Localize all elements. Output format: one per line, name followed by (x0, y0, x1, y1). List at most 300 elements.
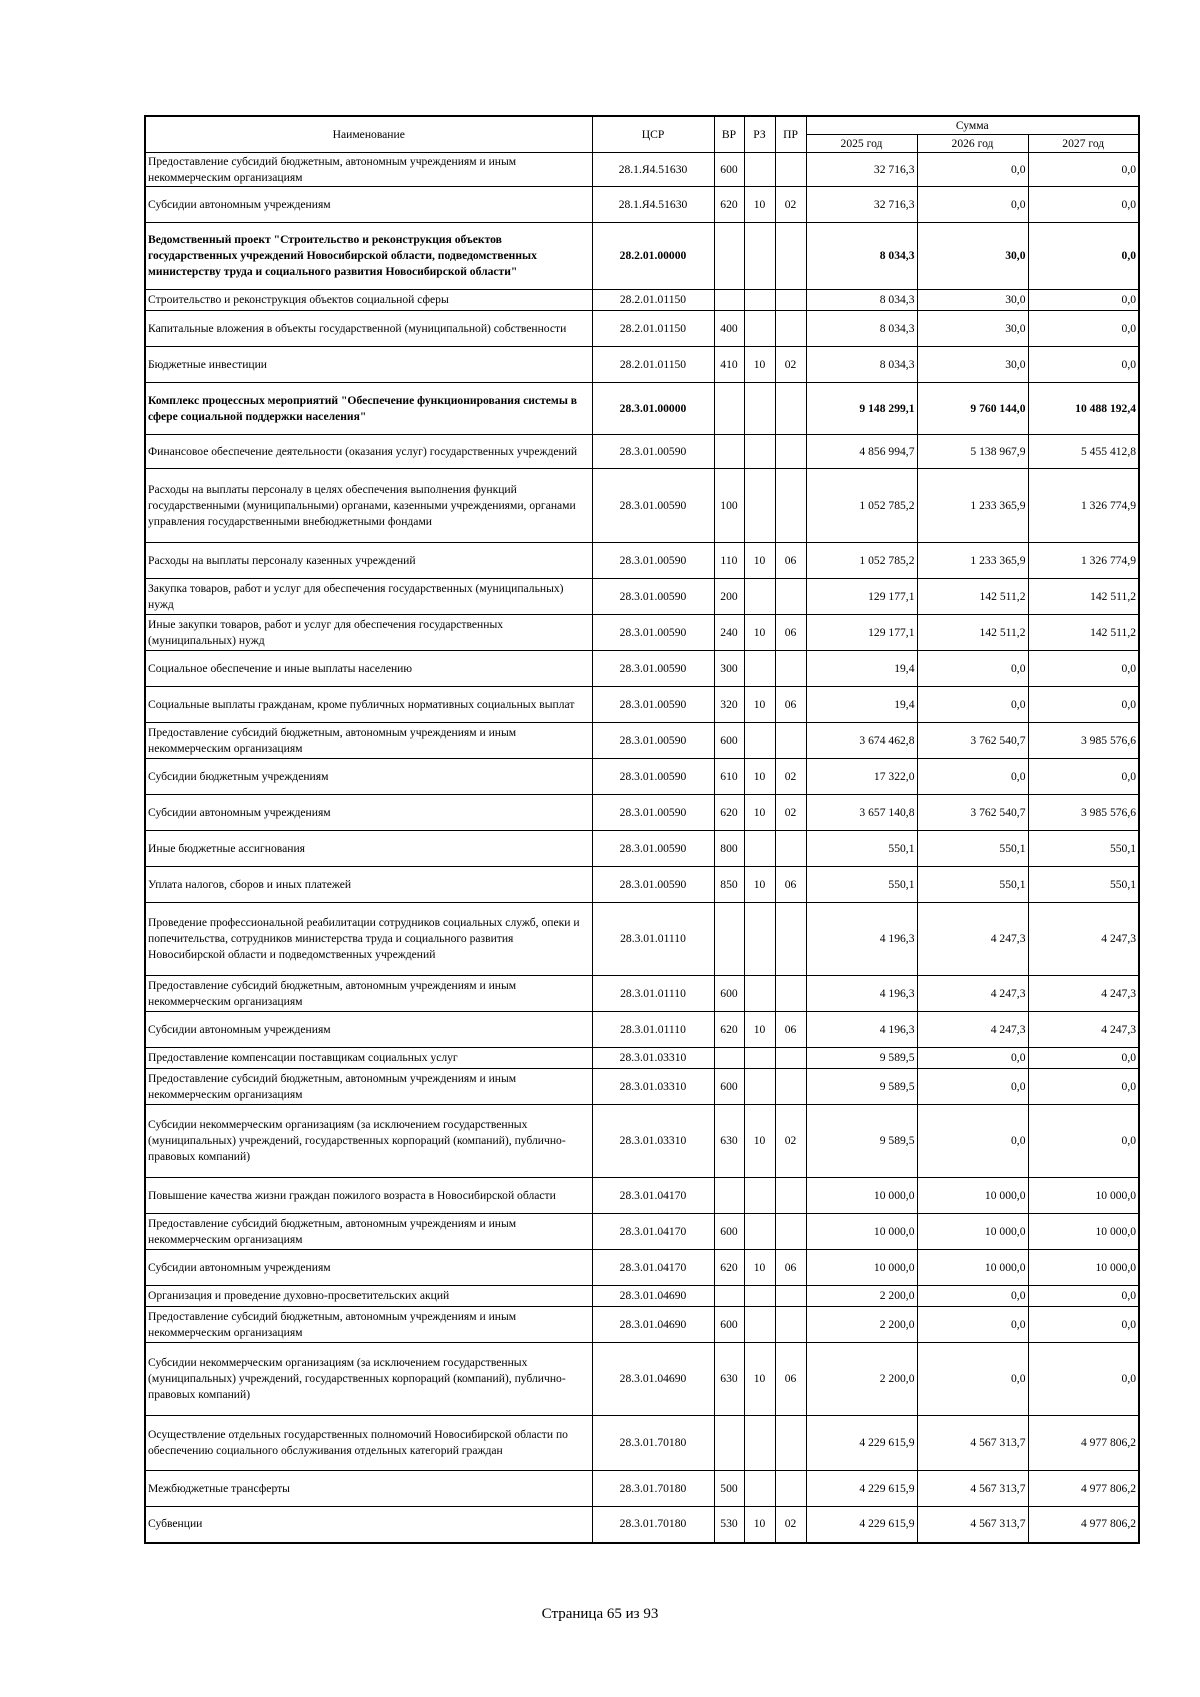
row-sum-2027: 4 977 806,2 (1028, 1507, 1139, 1543)
row-vr: 600 (714, 1307, 744, 1343)
row-pr (775, 1471, 806, 1507)
row-sum-2027: 5 455 412,8 (1028, 435, 1139, 469)
row-rz: 10 (744, 615, 775, 651)
row-sum-2026: 0,0 (917, 1286, 1028, 1307)
row-rz (744, 1214, 775, 1250)
row-sum-2027: 0,0 (1028, 1343, 1139, 1416)
row-pr (775, 469, 806, 543)
row-vr (714, 290, 744, 311)
row-vr: 800 (714, 831, 744, 867)
row-name: Закупка товаров, работ и услуг для обеспечения государственных (муниципальных) нужд (145, 579, 592, 615)
row-sum-2026: 30,0 (917, 311, 1028, 347)
row-name: Бюджетные инвестиции (145, 347, 592, 383)
row-rz: 10 (744, 543, 775, 579)
row-csr: 28.3.01.70180 (592, 1507, 714, 1543)
row-sum-2027: 3 985 576,6 (1028, 723, 1139, 759)
row-sum-2025: 9 148 299,1 (806, 383, 917, 435)
row-name: Расходы на выплаты персоналу в целях обеспечения выполнения функций государственными (муниципальными) органами, казенными учреждениями, органами управления государственными внебюджетными фондами (145, 469, 592, 543)
row-sum-2026: 30,0 (917, 223, 1028, 290)
row-rz: 10 (744, 687, 775, 723)
row-sum-2027: 3 985 576,6 (1028, 795, 1139, 831)
row-vr (714, 383, 744, 435)
row-sum-2025: 19,4 (806, 687, 917, 723)
row-sum-2026: 10 000,0 (917, 1178, 1028, 1214)
row-name: Иные закупки товаров, работ и услуг для обеспечения государственных (муниципальных) нужд (145, 615, 592, 651)
row-name: Межбюджетные трансферты (145, 1471, 592, 1507)
row-sum-2026: 30,0 (917, 290, 1028, 311)
row-sum-2025: 3 657 140,8 (806, 795, 917, 831)
row-pr: 02 (775, 795, 806, 831)
row-csr: 28.3.01.00590 (592, 759, 714, 795)
row-vr: 850 (714, 867, 744, 903)
row-name: Субсидии автономным учреждениям (145, 187, 592, 223)
table-row (145, 579, 1139, 615)
row-name: Предоставление субсидий бюджетным, автономным учреждениям и иным некоммерческим организациям (145, 1307, 592, 1343)
row-sum-2026: 0,0 (917, 153, 1028, 187)
row-sum-2026: 3 762 540,7 (917, 723, 1028, 759)
row-rz (744, 469, 775, 543)
row-sum-2026: 10 000,0 (917, 1214, 1028, 1250)
table-row (145, 1250, 1139, 1286)
row-vr: 600 (714, 1069, 744, 1105)
table-row (145, 311, 1139, 347)
row-sum-2025: 1 052 785,2 (806, 469, 917, 543)
row-pr (775, 223, 806, 290)
row-pr (775, 1178, 806, 1214)
row-sum-2026: 0,0 (917, 1307, 1028, 1343)
row-vr (714, 223, 744, 290)
row-pr: 02 (775, 347, 806, 383)
table-row (145, 435, 1139, 469)
row-sum-2027: 0,0 (1028, 1048, 1139, 1069)
row-sum-2027: 0,0 (1028, 1286, 1139, 1307)
row-sum-2027: 550,1 (1028, 867, 1139, 903)
row-pr (775, 831, 806, 867)
row-sum-2026: 550,1 (917, 831, 1028, 867)
row-pr (775, 1214, 806, 1250)
row-sum-2026: 4 247,3 (917, 976, 1028, 1012)
row-pr: 02 (775, 1105, 806, 1178)
row-vr: 630 (714, 1105, 744, 1178)
row-csr: 28.3.01.03310 (592, 1105, 714, 1178)
row-pr (775, 903, 806, 976)
row-name: Субсидии бюджетным учреждениям (145, 759, 592, 795)
row-pr (775, 435, 806, 469)
row-rz: 10 (744, 347, 775, 383)
header-csr: ЦСР (592, 116, 714, 153)
row-csr: 28.3.01.00000 (592, 383, 714, 435)
table-row (145, 723, 1139, 759)
row-sum-2025: 4 229 615,9 (806, 1471, 917, 1507)
row-vr: 300 (714, 651, 744, 687)
row-sum-2025: 4 196,3 (806, 1012, 917, 1048)
row-sum-2025: 550,1 (806, 867, 917, 903)
row-sum-2025: 4 229 615,9 (806, 1416, 917, 1471)
row-pr (775, 651, 806, 687)
row-name: Субсидии некоммерческим организациям (за исключением государственных (муниципальных) учреждений, государственных корпораций (компаний), публично-правовых компаний) (145, 1343, 592, 1416)
row-vr: 530 (714, 1507, 744, 1543)
row-csr: 28.3.01.70180 (592, 1416, 714, 1471)
row-pr (775, 1286, 806, 1307)
row-sum-2027: 4 247,3 (1028, 976, 1139, 1012)
row-name: Предоставление субсидий бюджетным, автономным учреждениям и иным некоммерческим организациям (145, 1214, 592, 1250)
row-vr: 600 (714, 976, 744, 1012)
row-sum-2027: 0,0 (1028, 290, 1139, 311)
row-pr (775, 383, 806, 435)
row-pr (775, 153, 806, 187)
table-row (145, 290, 1139, 311)
table-row (145, 1105, 1139, 1178)
table-row (145, 831, 1139, 867)
row-sum-2026: 4 247,3 (917, 1012, 1028, 1048)
row-sum-2025: 10 000,0 (806, 1250, 917, 1286)
row-rz (744, 651, 775, 687)
row-rz (744, 153, 775, 187)
table-row (145, 469, 1139, 543)
row-sum-2026: 0,0 (917, 759, 1028, 795)
row-sum-2026: 9 760 144,0 (917, 383, 1028, 435)
row-sum-2027: 0,0 (1028, 651, 1139, 687)
row-sum-2027: 142 511,2 (1028, 579, 1139, 615)
row-pr (775, 311, 806, 347)
row-csr: 28.3.01.04170 (592, 1250, 714, 1286)
row-sum-2025: 2 200,0 (806, 1343, 917, 1416)
row-sum-2025: 4 196,3 (806, 976, 917, 1012)
row-vr (714, 903, 744, 976)
table-row (145, 651, 1139, 687)
row-sum-2027: 1 326 774,9 (1028, 469, 1139, 543)
row-sum-2025: 1 052 785,2 (806, 543, 917, 579)
row-sum-2025: 4 856 994,7 (806, 435, 917, 469)
row-sum-2026: 0,0 (917, 1105, 1028, 1178)
budget-table (144, 115, 1140, 1544)
row-sum-2026: 10 000,0 (917, 1250, 1028, 1286)
row-name: Предоставление компенсации поставщикам социальных услуг (145, 1048, 592, 1069)
row-csr: 28.3.01.00590 (592, 723, 714, 759)
row-sum-2026: 4 567 313,7 (917, 1507, 1028, 1543)
row-vr: 100 (714, 469, 744, 543)
row-pr (775, 579, 806, 615)
table-row (145, 1012, 1139, 1048)
row-name: Расходы на выплаты персоналу казенных учреждений (145, 543, 592, 579)
row-sum-2027: 0,0 (1028, 347, 1139, 383)
row-csr: 28.2.01.01150 (592, 311, 714, 347)
row-pr (775, 1416, 806, 1471)
table-row (145, 1416, 1139, 1471)
row-sum-2027: 4 247,3 (1028, 1012, 1139, 1048)
row-sum-2025: 8 034,3 (806, 290, 917, 311)
row-rz: 10 (744, 1507, 775, 1543)
row-vr: 620 (714, 187, 744, 223)
row-name: Социальные выплаты гражданам, кроме публичных нормативных социальных выплат (145, 687, 592, 723)
row-sum-2027: 0,0 (1028, 187, 1139, 223)
row-sum-2025: 9 589,5 (806, 1069, 917, 1105)
table-row (145, 187, 1139, 223)
row-vr: 110 (714, 543, 744, 579)
row-csr: 28.3.01.04170 (592, 1214, 714, 1250)
row-sum-2027: 550,1 (1028, 831, 1139, 867)
row-name: Предоставление субсидий бюджетным, автономным учреждениям и иным некоммерческим организациям (145, 153, 592, 187)
row-vr: 600 (714, 1214, 744, 1250)
row-vr: 630 (714, 1343, 744, 1416)
row-rz (744, 1286, 775, 1307)
row-vr (714, 1048, 744, 1069)
row-csr: 28.3.01.00590 (592, 687, 714, 723)
row-sum-2027: 0,0 (1028, 311, 1139, 347)
row-rz: 10 (744, 1250, 775, 1286)
row-sum-2026: 3 762 540,7 (917, 795, 1028, 831)
row-sum-2025: 9 589,5 (806, 1048, 917, 1069)
row-name: Предоставление субсидий бюджетным, автономным учреждениям и иным некоммерческим организациям (145, 1069, 592, 1105)
row-sum-2027: 4 977 806,2 (1028, 1416, 1139, 1471)
row-rz: 10 (744, 1343, 775, 1416)
row-sum-2025: 8 034,3 (806, 347, 917, 383)
row-sum-2026: 5 138 967,9 (917, 435, 1028, 469)
row-csr: 28.3.01.00590 (592, 831, 714, 867)
row-vr: 410 (714, 347, 744, 383)
row-name: Капитальные вложения в объекты государственной (муниципальной) собственности (145, 311, 592, 347)
row-sum-2025: 8 034,3 (806, 311, 917, 347)
row-sum-2025: 4 196,3 (806, 903, 917, 976)
header-vr: ВР (714, 116, 744, 153)
row-rz: 10 (744, 1012, 775, 1048)
row-sum-2025: 17 322,0 (806, 759, 917, 795)
row-csr: 28.2.01.01150 (592, 347, 714, 383)
row-rz (744, 1178, 775, 1214)
row-sum-2026: 0,0 (917, 1048, 1028, 1069)
row-pr (775, 976, 806, 1012)
row-vr: 610 (714, 759, 744, 795)
table-row (145, 615, 1139, 651)
row-pr (775, 1307, 806, 1343)
row-rz (744, 976, 775, 1012)
row-sum-2027: 10 000,0 (1028, 1178, 1139, 1214)
row-sum-2026: 4 567 313,7 (917, 1416, 1028, 1471)
row-rz (744, 831, 775, 867)
table-row (145, 867, 1139, 903)
row-name: Строительство и реконструкция объектов социальной сферы (145, 290, 592, 311)
table-row (145, 687, 1139, 723)
row-name: Финансовое обеспечение деятельности (оказания услуг) государственных учреждений (145, 435, 592, 469)
row-rz (744, 723, 775, 759)
row-pr: 06 (775, 543, 806, 579)
table-row (145, 903, 1139, 976)
row-name: Субсидии автономным учреждениям (145, 795, 592, 831)
row-pr (775, 1069, 806, 1105)
row-name: Субсидии автономным учреждениям (145, 1250, 592, 1286)
row-sum-2026: 142 511,2 (917, 579, 1028, 615)
row-sum-2025: 550,1 (806, 831, 917, 867)
row-pr: 02 (775, 187, 806, 223)
row-sum-2026: 0,0 (917, 687, 1028, 723)
row-sum-2025: 129 177,1 (806, 579, 917, 615)
table-row (145, 976, 1139, 1012)
row-sum-2025: 32 716,3 (806, 153, 917, 187)
row-name: Повышение качества жизни граждан пожилого возраста в Новосибирской области (145, 1178, 592, 1214)
row-sum-2025: 10 000,0 (806, 1178, 917, 1214)
table-body (145, 153, 1139, 1543)
row-vr (714, 1178, 744, 1214)
row-name: Осуществление отдельных государственных полномочий Новосибирской области по обеспечению социального обслуживания отдельных категорий граждан (145, 1416, 592, 1471)
row-rz (744, 383, 775, 435)
row-vr (714, 1416, 744, 1471)
row-pr (775, 723, 806, 759)
table-row (145, 759, 1139, 795)
row-csr: 28.3.01.01110 (592, 976, 714, 1012)
row-vr: 400 (714, 311, 744, 347)
row-sum-2026: 4 247,3 (917, 903, 1028, 976)
row-vr (714, 435, 744, 469)
row-csr: 28.2.01.00000 (592, 223, 714, 290)
row-rz: 10 (744, 867, 775, 903)
table-row (145, 1214, 1139, 1250)
row-csr: 28.3.01.00590 (592, 579, 714, 615)
row-rz (744, 1069, 775, 1105)
row-sum-2027: 0,0 (1028, 1307, 1139, 1343)
row-rz (744, 1307, 775, 1343)
table-row (145, 1507, 1139, 1543)
row-sum-2025: 2 200,0 (806, 1286, 917, 1307)
row-rz: 10 (744, 759, 775, 795)
row-rz (744, 579, 775, 615)
row-sum-2026: 142 511,2 (917, 615, 1028, 651)
row-pr: 06 (775, 1012, 806, 1048)
row-sum-2026: 0,0 (917, 1069, 1028, 1105)
row-csr: 28.3.01.04170 (592, 1178, 714, 1214)
row-sum-2027: 0,0 (1028, 1069, 1139, 1105)
row-rz (744, 223, 775, 290)
table-row (145, 383, 1139, 435)
row-name: Уплата налогов, сборов и иных платежей (145, 867, 592, 903)
header-name: Наименование (145, 116, 592, 153)
row-sum-2027: 0,0 (1028, 1105, 1139, 1178)
row-csr: 28.1.Я4.51630 (592, 187, 714, 223)
row-rz (744, 1471, 775, 1507)
table-header (145, 116, 1139, 153)
table-row (145, 543, 1139, 579)
row-name: Субвенции (145, 1507, 592, 1543)
row-rz (744, 290, 775, 311)
row-csr: 28.3.01.04690 (592, 1343, 714, 1416)
header-year-2026: 2026 год (917, 135, 1028, 153)
row-rz (744, 311, 775, 347)
row-rz (744, 1416, 775, 1471)
row-vr: 320 (714, 687, 744, 723)
row-sum-2025: 10 000,0 (806, 1214, 917, 1250)
row-sum-2026: 550,1 (917, 867, 1028, 903)
row-sum-2027: 0,0 (1028, 153, 1139, 187)
row-csr: 28.3.01.00590 (592, 795, 714, 831)
row-vr: 620 (714, 1250, 744, 1286)
row-vr: 620 (714, 1012, 744, 1048)
table-row (145, 1048, 1139, 1069)
row-csr: 28.3.01.03310 (592, 1048, 714, 1069)
row-sum-2026: 1 233 365,9 (917, 543, 1028, 579)
row-csr: 28.3.01.01110 (592, 1012, 714, 1048)
row-vr: 600 (714, 723, 744, 759)
header-pr: ПР (775, 116, 806, 153)
row-rz (744, 903, 775, 976)
row-csr: 28.2.01.01150 (592, 290, 714, 311)
row-pr: 06 (775, 1343, 806, 1416)
row-csr: 28.3.01.00590 (592, 469, 714, 543)
row-csr: 28.3.01.70180 (592, 1471, 714, 1507)
table-row (145, 1286, 1139, 1307)
table-row (145, 1307, 1139, 1343)
row-vr: 600 (714, 153, 744, 187)
row-name: Иные бюджетные ассигнования (145, 831, 592, 867)
row-pr: 06 (775, 1250, 806, 1286)
table-row (145, 1471, 1139, 1507)
row-pr (775, 1048, 806, 1069)
row-sum-2025: 8 034,3 (806, 223, 917, 290)
header-year-2025: 2025 год (806, 135, 917, 153)
table-row (145, 153, 1139, 187)
row-csr: 28.3.01.00590 (592, 651, 714, 687)
row-sum-2025: 19,4 (806, 651, 917, 687)
row-sum-2025: 32 716,3 (806, 187, 917, 223)
row-pr: 02 (775, 1507, 806, 1543)
row-csr: 28.3.01.00590 (592, 867, 714, 903)
row-sum-2027: 0,0 (1028, 687, 1139, 723)
row-sum-2025: 129 177,1 (806, 615, 917, 651)
row-vr: 240 (714, 615, 744, 651)
row-vr: 620 (714, 795, 744, 831)
row-name: Субсидии автономным учреждениям (145, 1012, 592, 1048)
row-csr: 28.3.01.00590 (592, 543, 714, 579)
row-csr: 28.3.01.01110 (592, 903, 714, 976)
row-csr: 28.3.01.00590 (592, 615, 714, 651)
row-sum-2026: 0,0 (917, 1343, 1028, 1416)
row-vr (714, 1286, 744, 1307)
row-rz (744, 1048, 775, 1069)
row-name: Субсидии некоммерческим организациям (за исключением государственных (муниципальных) учреждений, государственных корпораций (компаний), публично-правовых компаний) (145, 1105, 592, 1178)
row-name: Ведомственный проект "Строительство и реконструкция объектов государственных учреждений Новосибирской области, подведомственных министерству труда и социального развития Новосибирской области" (145, 223, 592, 290)
row-sum-2026: 30,0 (917, 347, 1028, 383)
row-pr: 06 (775, 615, 806, 651)
row-sum-2027: 142 511,2 (1028, 615, 1139, 651)
row-sum-2027: 10 000,0 (1028, 1250, 1139, 1286)
row-rz: 10 (744, 1105, 775, 1178)
table-row (145, 347, 1139, 383)
row-sum-2025: 2 200,0 (806, 1307, 917, 1343)
row-csr: 28.3.01.00590 (592, 435, 714, 469)
table-row (145, 223, 1139, 290)
row-sum-2027: 0,0 (1028, 223, 1139, 290)
table-row (145, 1069, 1139, 1105)
row-csr: 28.1.Я4.51630 (592, 153, 714, 187)
row-sum-2026: 0,0 (917, 651, 1028, 687)
row-name: Комплекс процессных мероприятий "Обеспечение функционирования системы в сфере социальной поддержки населения" (145, 383, 592, 435)
row-name: Предоставление субсидий бюджетным, автономным учреждениям и иным некоммерческим организациям (145, 723, 592, 759)
table-row (145, 1343, 1139, 1416)
row-sum-2027: 10 488 192,4 (1028, 383, 1139, 435)
row-pr: 06 (775, 687, 806, 723)
row-sum-2027: 0,0 (1028, 759, 1139, 795)
row-sum-2026: 0,0 (917, 187, 1028, 223)
row-sum-2027: 4 247,3 (1028, 903, 1139, 976)
row-csr: 28.3.01.04690 (592, 1307, 714, 1343)
header-year-2027: 2027 год (1028, 135, 1139, 153)
row-csr: 28.3.01.04690 (592, 1286, 714, 1307)
row-rz: 10 (744, 795, 775, 831)
row-vr: 200 (714, 579, 744, 615)
table-row (145, 795, 1139, 831)
row-sum-2027: 1 326 774,9 (1028, 543, 1139, 579)
row-rz: 10 (744, 187, 775, 223)
row-sum-2026: 1 233 365,9 (917, 469, 1028, 543)
row-csr: 28.3.01.03310 (592, 1069, 714, 1105)
